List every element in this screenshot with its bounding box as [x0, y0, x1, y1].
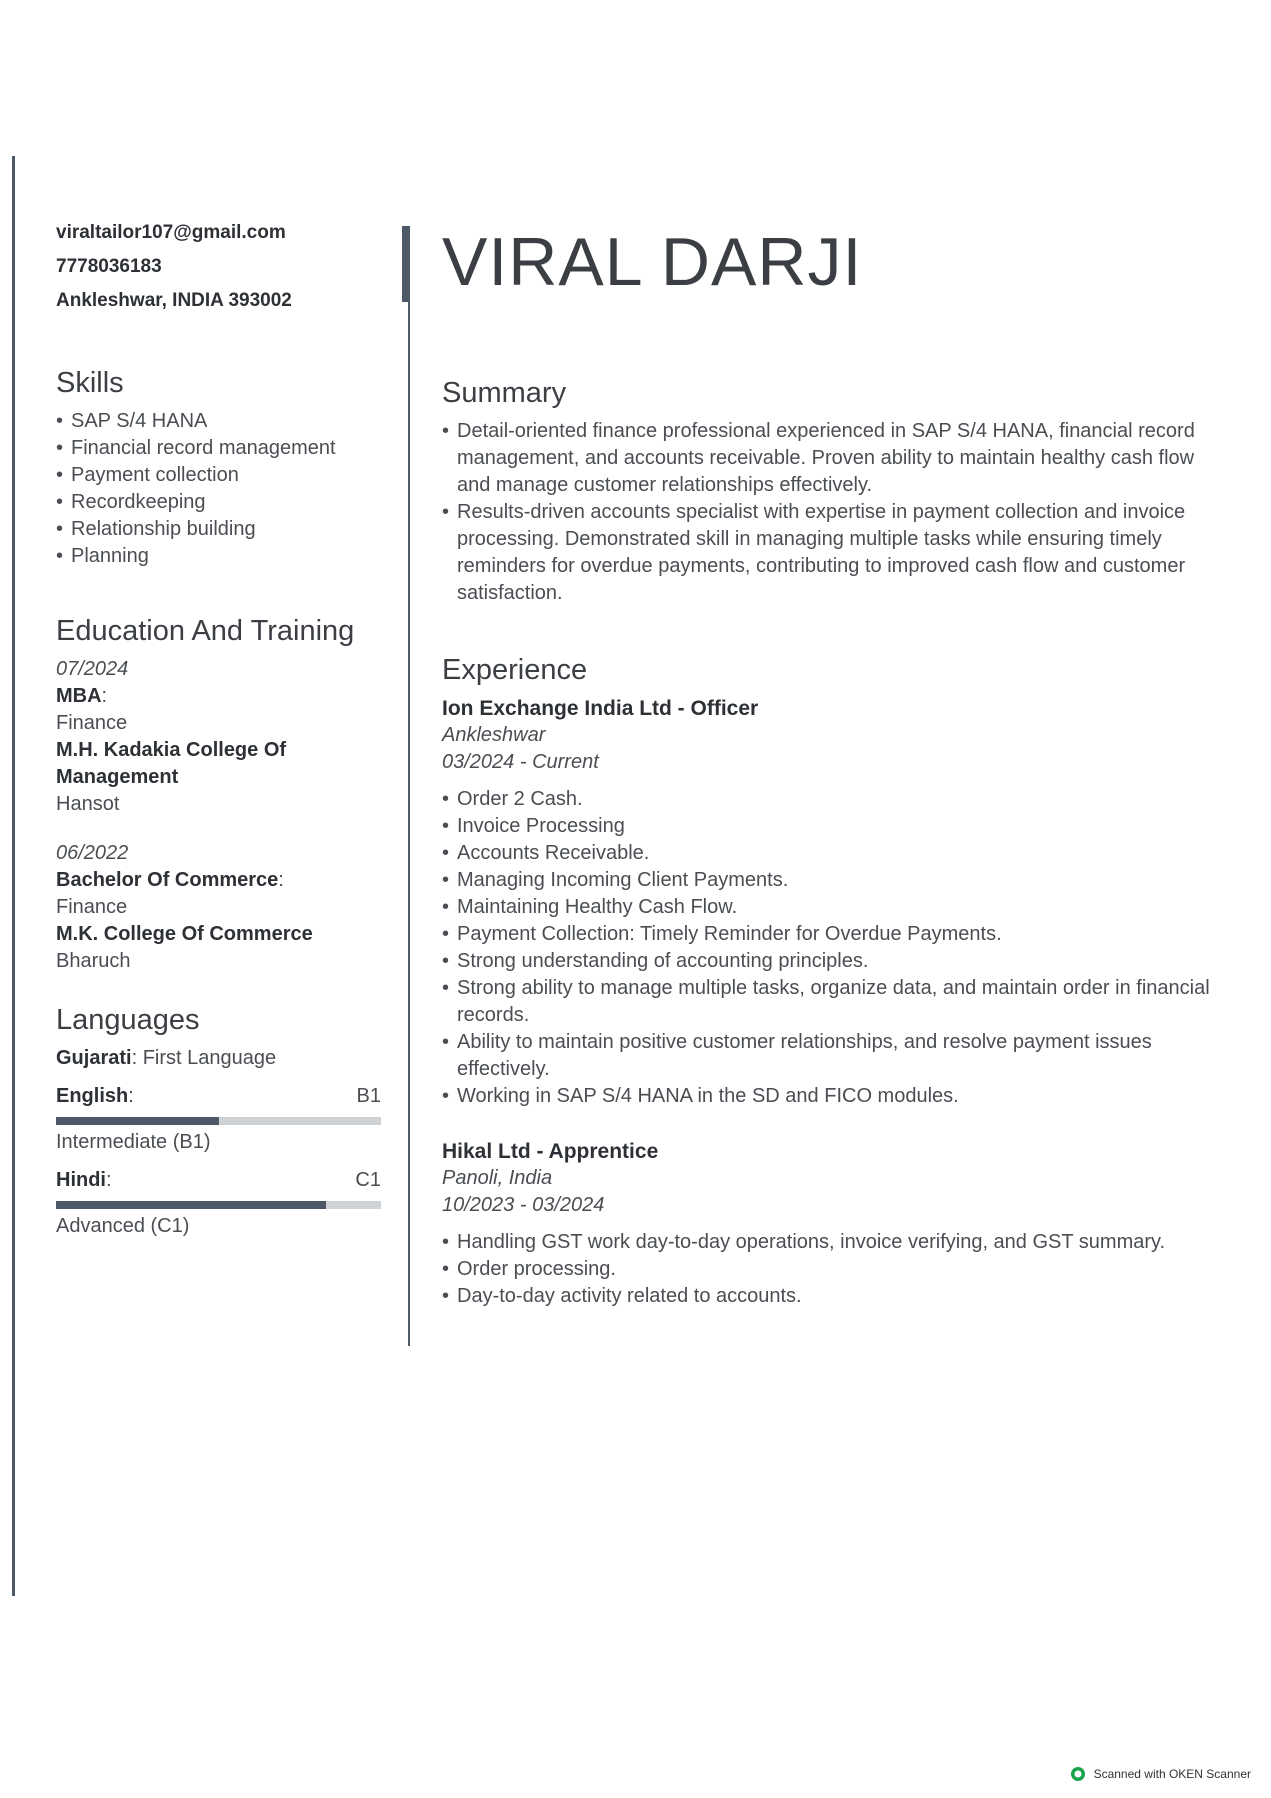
- experience-section: [442, 653, 1232, 1310]
- job-bullet: • Strong ability to manage multiple tasks, organize data, and maintain order in financial records.: [442, 975, 1232, 1029]
- job-bullets: [442, 1229, 1232, 1310]
- native-language-level: First Language: [142, 1047, 277, 1069]
- education-date: 07/2024: [56, 658, 129, 680]
- education-school: M.K. College Of Commerce: [56, 923, 313, 945]
- summary-section: [442, 376, 1232, 607]
- job-bullet: • Accounts Receivable.: [442, 840, 1232, 867]
- left-column: [56, 222, 381, 1239]
- skill-item: • Financial record management: [56, 435, 381, 462]
- language-proficiency-fill: [56, 1117, 219, 1125]
- skill-item: • Planning: [56, 543, 381, 570]
- summary-item: • Results-driven accounts specialist with expertise in payment collection and invoice processing. Demonstrated skill in managing multiple tasks while ensuring timely reminders for overdue payments, contributing to improved cash flow and customer satisfaction.: [442, 499, 1232, 607]
- education-entry: 06/2022 Bachelor Of Commerce: Finance M.K. College Of Commerce Bharuch: [56, 840, 381, 975]
- summary-item: • Detail-oriented finance professional experienced in SAP S/4 HANA, financial record management, and accounts receivable. Proven ability to maintain healthy cash flow and manage customer relationships effectively.: [442, 418, 1232, 499]
- language-row-english: English: B1: [56, 1085, 381, 1107]
- job-title: Hikal Ltd - Apprentice: [442, 1140, 659, 1163]
- experience-title: Experience: [442, 654, 588, 686]
- job-dates: 03/2024 - Current: [442, 751, 599, 773]
- education-location: Bharuch: [56, 950, 131, 972]
- skill-item: • Recordkeeping: [56, 489, 381, 516]
- scanner-text: Scanned with OKEN Scanner: [1093, 1767, 1251, 1781]
- language-name: English: [56, 1085, 129, 1107]
- language-code: C1: [355, 1169, 381, 1191]
- job-title: Ion Exchange India Ltd - Officer: [442, 697, 759, 720]
- language-code: B1: [356, 1085, 381, 1107]
- job-dates: 10/2023 - 03/2024: [442, 1194, 605, 1216]
- job-bullet: • Payment Collection: Timely Reminder for Overdue Payments.: [442, 921, 1232, 948]
- job-bullets: [442, 786, 1232, 1110]
- language-proficiency-bar: [56, 1117, 381, 1125]
- job-bullet: • Handling GST work day-to-day operations, invoice verifying, and GST summary.: [442, 1229, 1232, 1256]
- skill-item: • Payment collection: [56, 462, 381, 489]
- page-edge-line: [12, 156, 15, 1596]
- scanner-watermark: [1070, 1766, 1251, 1782]
- language-name: Hindi: [56, 1169, 106, 1191]
- education-school: M.H. Kadakia College Of Management: [56, 739, 287, 788]
- job-bullet: • Managing Incoming Client Payments.: [442, 867, 1232, 894]
- language-proficiency-bar: [56, 1201, 381, 1209]
- right-column: [442, 222, 1232, 1338]
- education-date: 06/2022: [56, 842, 129, 864]
- language-level: Advanced (C1): [56, 1215, 190, 1237]
- education-degree: Bachelor Of Commerce: [56, 869, 279, 891]
- skills-section: [56, 366, 381, 570]
- job-bullet: • Strong understanding of accounting principles.: [442, 948, 1232, 975]
- job-location: Panoli, India: [442, 1167, 553, 1189]
- native-language-name: Gujarati: [56, 1047, 132, 1069]
- languages-title: Languages: [56, 1004, 200, 1036]
- language-row-hindi: Hindi: C1: [56, 1169, 381, 1191]
- education-degree: MBA: [56, 685, 102, 707]
- language-proficiency-fill: [56, 1201, 326, 1209]
- job-location: Ankleshwar: [442, 724, 546, 746]
- language-level: Intermediate (B1): [56, 1131, 211, 1153]
- education-field: Finance: [56, 712, 128, 734]
- job-bullet: • Invoice Processing: [442, 813, 1232, 840]
- native-language: Gujarati: First Language: [56, 1047, 277, 1069]
- contact-block: [56, 222, 381, 312]
- skill-item: • SAP S/4 HANA: [56, 408, 381, 435]
- job-bullet: • Order processing.: [442, 1256, 1232, 1283]
- job-bullet: • Ability to maintain positive customer relationships, and resolve payment issues effectively.: [442, 1029, 1232, 1083]
- languages-section: [56, 1003, 381, 1239]
- job-bullet: • Working in SAP S/4 HANA in the SD and FICO modules.: [442, 1083, 1232, 1110]
- education-section: [56, 614, 381, 975]
- job-entry: [442, 695, 1232, 1110]
- skills-list: [56, 408, 381, 570]
- skill-item: • Relationship building: [56, 516, 381, 543]
- education-title: Education And Training: [56, 615, 355, 647]
- education-entry: 07/2024 MBA: Finance M.H. Kadakia College Of Management Hansot: [56, 656, 381, 818]
- summary-list: [442, 418, 1232, 607]
- summary-title: Summary: [442, 377, 567, 409]
- skills-title: Skills: [56, 367, 124, 399]
- candidate-name: VIRAL DARJI: [442, 224, 863, 300]
- contact-address: Ankleshwar, INDIA 393002: [56, 290, 292, 311]
- job-bullet: • Day-to-day activity related to accounts.: [442, 1283, 1232, 1310]
- job-bullet: • Maintaining Healthy Cash Flow.: [442, 894, 1232, 921]
- scanner-logo-icon: [1070, 1766, 1086, 1782]
- contact-email: viraltailor107@gmail.com: [56, 222, 286, 243]
- education-location: Hansot: [56, 793, 120, 815]
- job-entry: [442, 1138, 1232, 1310]
- job-bullet: • Order 2 Cash.: [442, 786, 1232, 813]
- column-divider: [408, 226, 410, 1346]
- contact-phone: 7778036183: [56, 256, 162, 277]
- education-field: Finance: [56, 896, 128, 918]
- name-accent-bar: [402, 226, 410, 302]
